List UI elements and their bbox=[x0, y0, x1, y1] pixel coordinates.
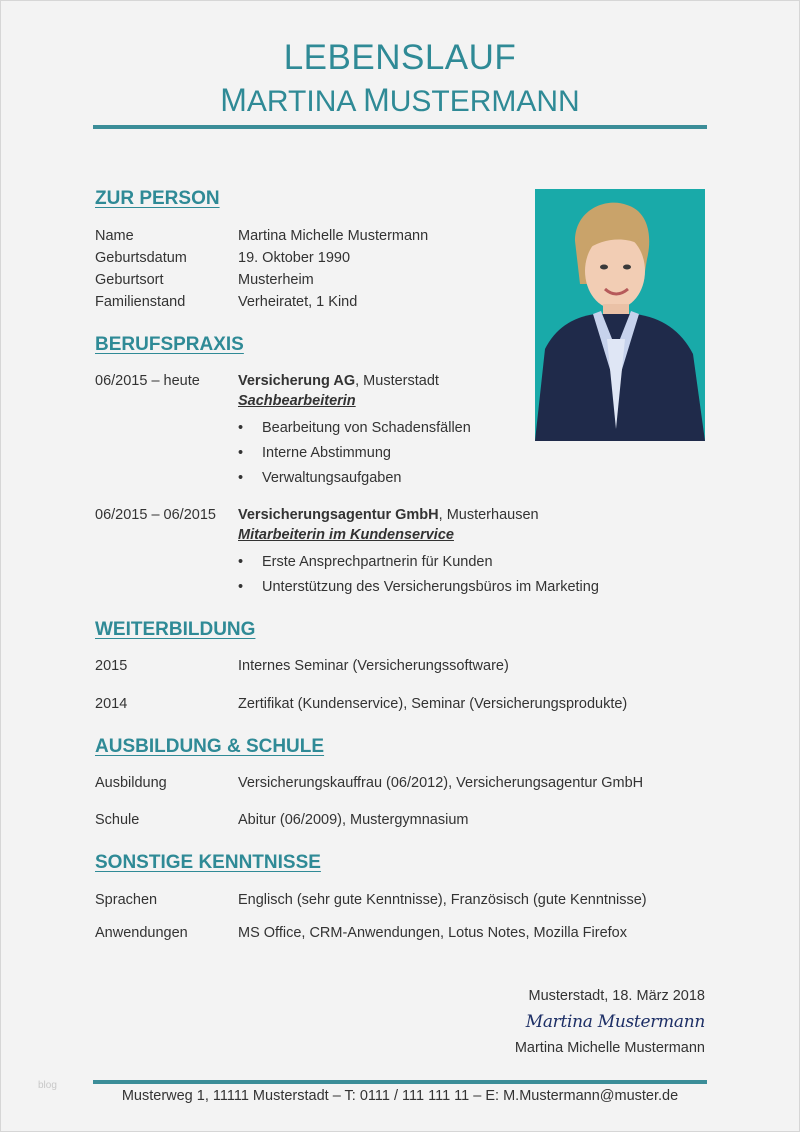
list-item: • Verwaltungsaufgaben bbox=[238, 470, 402, 486]
job-company: Versicherungsagentur GmbH bbox=[238, 507, 439, 523]
section-heading-person: ZUR PERSON bbox=[95, 188, 220, 209]
title-divider bbox=[93, 125, 707, 129]
job-period: 06/2015 – heute bbox=[95, 373, 200, 389]
job-role: Mitarbeiterin im Kundenservice bbox=[238, 527, 454, 543]
section-heading-berufspraxis: BERUFSPRAXIS bbox=[95, 334, 244, 355]
job-location: , Musterhausen bbox=[438, 507, 539, 523]
signature-block bbox=[515, 985, 705, 1059]
job-location: , Musterstadt bbox=[355, 373, 439, 389]
document-title bbox=[93, 38, 707, 122]
profile-photo bbox=[535, 189, 705, 441]
job-company: Versicherung AG bbox=[238, 373, 356, 389]
section-heading-weiterbildung: WEITERBILDUNG bbox=[95, 619, 256, 640]
list-item: • Unterstützung des Versicherungsbüros im Marketing bbox=[238, 579, 599, 595]
title-name: MARTINA MUSTERMANN bbox=[220, 82, 580, 118]
section-heading-kenntnisse: SONSTIGE KENNTNISSE bbox=[95, 852, 321, 873]
title-lebenslauf: LEBENSLAUF bbox=[283, 38, 517, 77]
list-item: • Erste Ansprechpartnerin für Kunden bbox=[238, 554, 493, 570]
list-item: • Bearbeitung von Schadensfällen bbox=[238, 420, 471, 436]
footer-contact: Musterweg 1, 11111 Musterstadt – T: 0111 / 111 111 11 – E: M.Mustermann@muster.de bbox=[121, 1088, 679, 1104]
footer-divider bbox=[93, 1080, 707, 1084]
watermark: blog bbox=[38, 1080, 57, 1091]
portrait-illustration bbox=[535, 189, 705, 441]
place-date: Musterstadt, 18. März 2018 bbox=[528, 988, 705, 1004]
list-item: • Interne Abstimmung bbox=[238, 445, 391, 461]
section-heading-ausbildung: AUSBILDUNG & SCHULE bbox=[95, 736, 325, 757]
job-role: Sachbearbeiterin bbox=[238, 393, 356, 409]
handwritten-signature: Martina Mustermann bbox=[525, 1012, 705, 1032]
printed-name: Martina Michelle Mustermann bbox=[514, 1040, 705, 1056]
job-period: 06/2015 – 06/2015 bbox=[95, 507, 216, 523]
